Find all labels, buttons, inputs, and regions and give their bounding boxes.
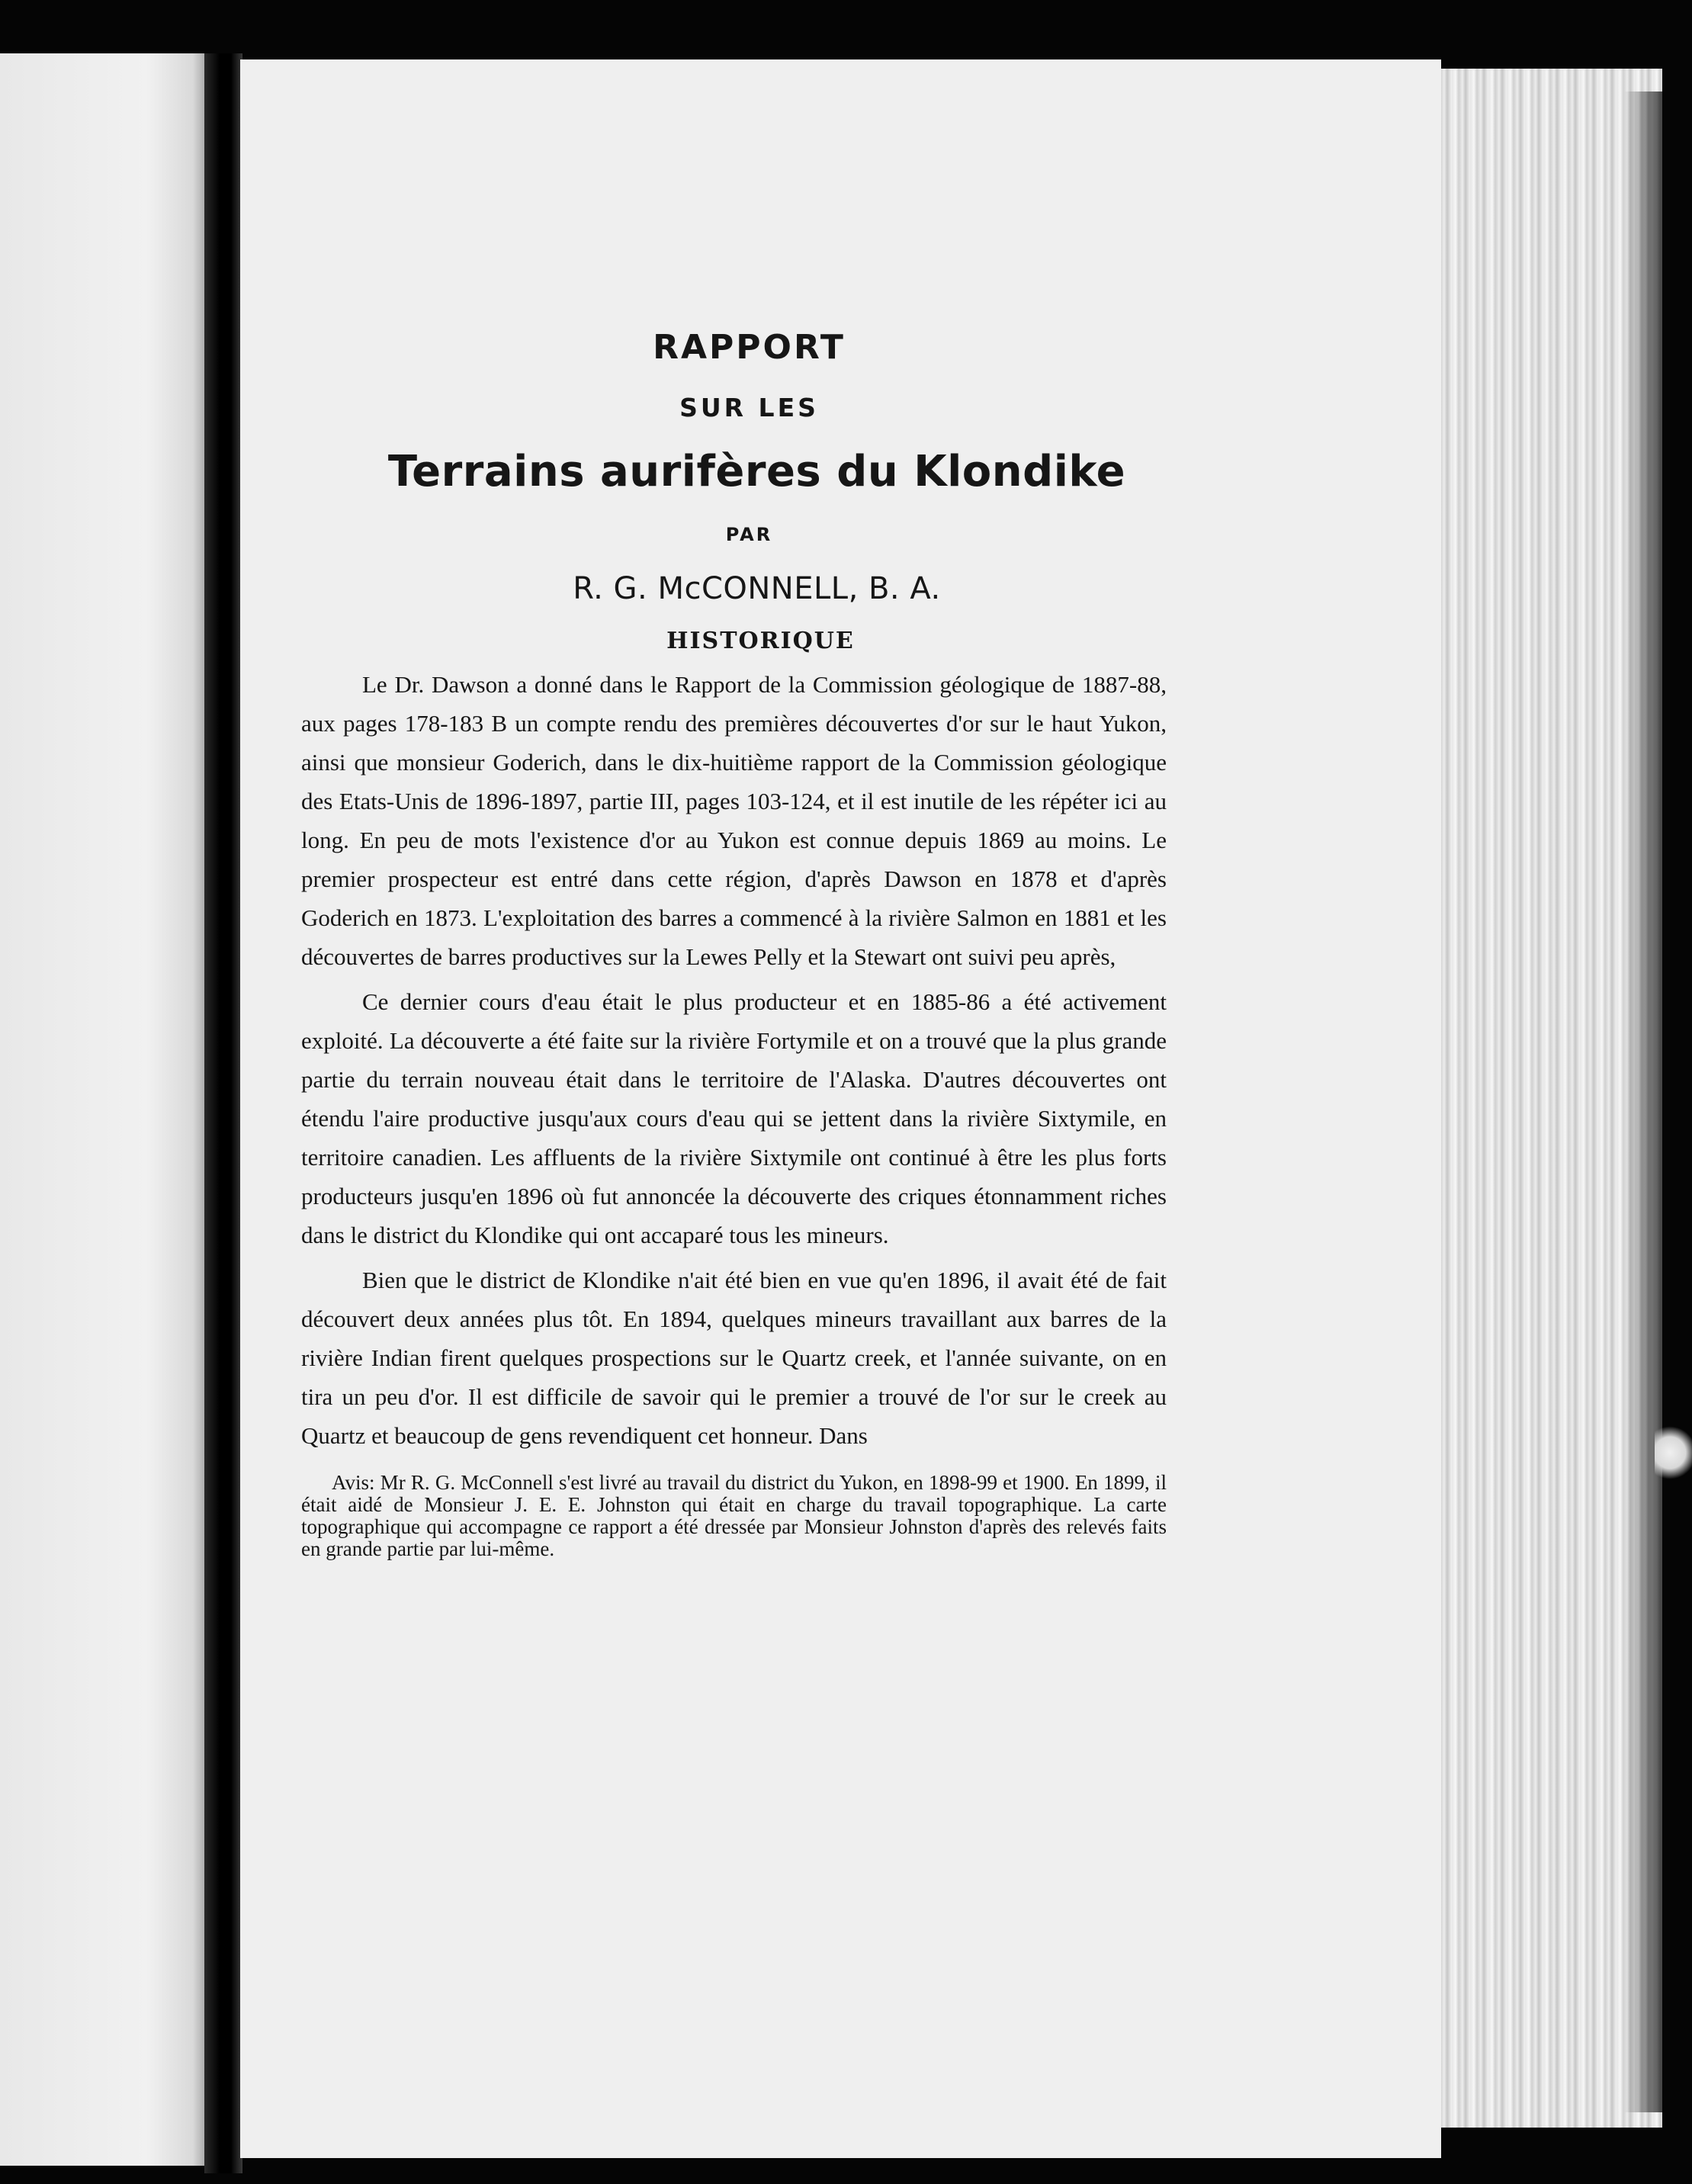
title-sur-les: SUR LES xyxy=(679,393,819,422)
title-par: PAR xyxy=(725,524,773,545)
document-content xyxy=(301,328,1167,1560)
paragraph-3: Bien que le district de Klondike n'ait été bien en vue qu'en 1896, il avait été de fait découvert deux années plus tôt. En 1894, quelques mineurs travaillant aux barres de la rivière Indian firent quelques prospections sur le Quartz creek, et l'année suivante, on en tira un peu d'or. Il est difficile de savoir qui le premier a trouvé de l'or sur le creek au Quartz et beaucoup de gens revendiquent cet honneur. Dans xyxy=(301,1267,1167,1449)
left-page-edge xyxy=(0,53,210,2166)
body-text xyxy=(301,665,1167,1455)
book-gutter xyxy=(204,53,242,2173)
paper-tear xyxy=(1655,1426,1692,1479)
title-rapport: RAPPORT xyxy=(653,328,846,367)
title-main-subject: Terrains aurifères du Klondike xyxy=(387,447,1126,496)
section-heading-historique: HISTORIQUE xyxy=(666,628,855,654)
footnote: Avis: Mr R. G. McConnell s'est livré au travail du district du Yukon, en 1898-99 et 1900. En 1899, il était aidé de Monsieur J. E. E. Johnston qui était en charge du travail topographique. La carte topographique qui accompagne ce rapport a été dressée par Monsieur Johnston d'après des relevés faits en grande partie par lui-même. xyxy=(301,1471,1167,1560)
page-stack-shadow xyxy=(1624,92,1670,2112)
paragraph-1: Le Dr. Dawson a donné dans le Rapport de la Commission géologique de 1887-88, aux pages 178-183 B un compte rendu des premières découvertes d'or sur le haut Yukon, ainsi que monsieur Goderich, dans le dix-huitième rapport de la Commission géologique des Etats-Unis de 1896-1897, partie III, pages 103-124, et il est inutile de les répéter ici au long. En peu de mots l'existence d'or au Yukon est connue depuis 1869 au moins. Le premier prospecteur est entré dans cette région, d'après Dawson en 1878 et d'après Goderich en 1873. L'exploitation des barres a commencé à la rivière Salmon en 1881 et les découvertes de barres productives sur la Lewes Pelly et la Stewart ont suivi peu après, xyxy=(301,671,1167,970)
author-name: R. G. McCONNELL, B. A. xyxy=(573,571,941,606)
paragraph-2: Ce dernier cours d'eau était le plus producteur et en 1885-86 a été activement exploité. La découverte a été faite sur la rivière Fortymile et on a trouvé que la plus grande partie du terrain nouveau était dans le territoire de l'Alaska. D'autres découvertes ont étendu l'aire productive jusqu'aux cours d'eau qui se jettent dans la rivière Sixtymile, en territoire canadien. Les affluents de la rivière Sixtymile ont continué à être les plus forts producteurs jusqu'en 1896 où fut annoncée la découverte des criques étonnamment riches dans le district du Klondike qui ont accaparé tous les mineurs. xyxy=(301,988,1167,1248)
